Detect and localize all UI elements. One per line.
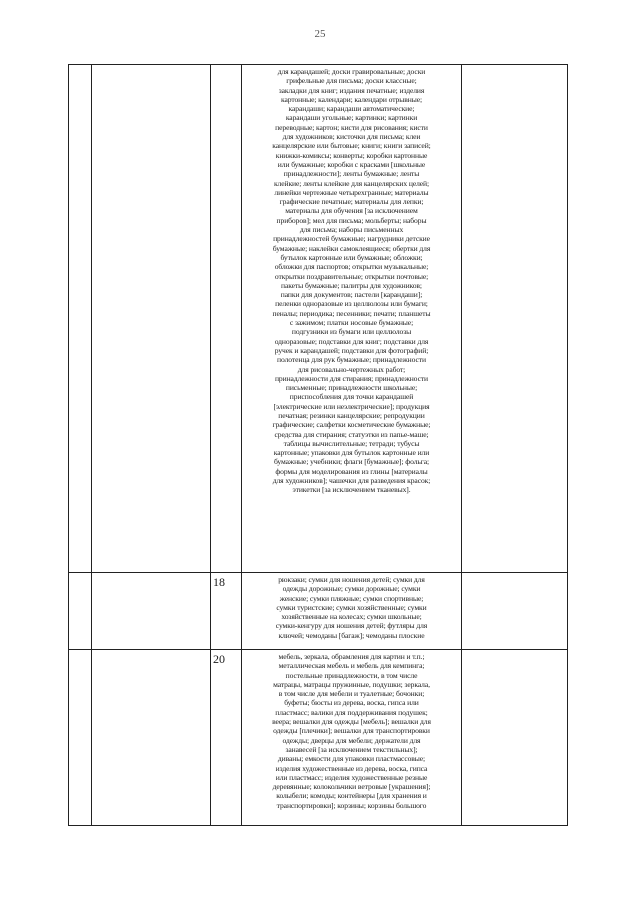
class-number-cell — [211, 65, 242, 573]
notes-cell — [462, 65, 568, 573]
text-line: таблицы вычислительные; тетради; тубусы — [283, 438, 420, 448]
text-line: графические; салфетки косметические бумажные; — [272, 420, 431, 430]
text-line: полотенца для рук бумажные; принадлежности — [277, 355, 426, 365]
text-line: или пластмасс; изделия художественные резные — [275, 772, 428, 782]
text-line: принадлежности для стирания; принадлежности — [274, 373, 429, 383]
text-line: картонные; упаковки для бутылок картонные или — [273, 448, 430, 458]
text-line: для карандашей; доски гравировальные; доски — [277, 67, 426, 76]
table-row — [69, 573, 568, 650]
text-line: одежды [плечики]; вешалки для транспортировки — [273, 726, 430, 736]
text-line: веера; вешалки для одежды [мебель]; вешалки для — [272, 717, 431, 727]
text-line: пластмасс; валики для поддерживания подушек; — [275, 707, 428, 717]
text-line: пеналы; периодика; песенники; печати; планшеты — [272, 308, 431, 318]
text-line: переводные; картон; кисти для рисования; кисти — [275, 122, 428, 132]
text-line: клейкие; ленты клейкие для канцелярских целей; — [273, 178, 430, 188]
text-line: папки для документов; пастели [карандаши]; — [280, 290, 423, 300]
index-cell — [69, 65, 92, 573]
page-number: 25 — [314, 28, 326, 40]
goods-list-cell — [242, 650, 462, 826]
text-line: карандаши угольные; картинки; картинки — [285, 113, 418, 123]
notes-cell — [462, 573, 568, 650]
text-line: бутылок картонные или бумажные; обложки; — [280, 252, 423, 262]
text-line: диваны; емкости для упаковки пластмассовые; — [277, 754, 426, 764]
table-row — [69, 650, 568, 826]
text-line: приборов]; мел для письма; мольберты; наборы — [276, 215, 427, 225]
text-line: транспортировки]; корзины; корзины большого — [276, 800, 427, 810]
text-line: женские; сумки пляжные; сумки спортивные; — [279, 593, 424, 603]
text-line: пакеты бумажные; палитры для художников; — [281, 280, 422, 290]
text-line: грифельные для письма; доски классные; — [286, 76, 417, 86]
text-line: для рисовально-чертежных работ; — [297, 364, 406, 374]
notes-cell — [462, 650, 568, 826]
text-line: формы для моделирования из глины [материалы — [275, 466, 428, 476]
text-line: печатная; резинки канцелярские; репродукции — [278, 410, 425, 420]
text-line: изделия художественные из дерева, воска, гипса — [275, 763, 428, 773]
table-row — [69, 65, 568, 573]
text-line: пеленки одноразовые из целлюлозы или бумаги; — [275, 299, 428, 309]
name-cell — [92, 650, 211, 826]
text-line: матрацы, матрацы пружинные, подушки; зеркала, — [273, 679, 430, 689]
text-line: одежды дорожные; сумки дорожные; сумки — [282, 584, 421, 594]
text-line: или бумажные; коробки с красками [школьные — [277, 159, 426, 169]
class-number-cell: 18 — [211, 573, 242, 650]
text-line: бумажные; наклейки самоклеящиеся; обертки для — [272, 243, 431, 253]
text-line: металлическая мебель и мебель для кемпинга; — [278, 661, 425, 671]
text-line: бумажные; учебники; флаги [бумажные]; фольга; — [273, 457, 430, 467]
text-line: принадлежности]; ленты бумажные; ленты — [283, 169, 420, 179]
text-line: буфеты; бюсты из дерева, воска, гипса или — [284, 698, 419, 708]
text-line: подгузники из бумаги или целлюлозы — [291, 327, 412, 337]
text-line: картонные; календари; календари отрывные; — [281, 94, 422, 104]
text-line: хозяйственные на колесах; сумки школьные; — [281, 612, 422, 622]
text-line: канцелярские или бытовые; книги; книги записей; — [272, 141, 431, 151]
text-line: приспособления для точки карандашей — [289, 392, 414, 402]
text-line: занавесей [за исключением текстильных]; — [285, 744, 418, 754]
text-line: деревянные; колокольчики ветровые [украшения]; — [272, 782, 431, 792]
classification-table — [68, 64, 568, 826]
text-line: ручек и карандашей; подставки для фотографий; — [274, 345, 429, 355]
text-line: одежды; дверцы для мебели; держатели для — [282, 735, 421, 745]
name-cell — [92, 65, 211, 573]
name-cell — [92, 573, 211, 650]
text-line: закладки для книг; издания печатные; изделия — [278, 85, 425, 95]
text-line: материалы для обучения [за исключением — [285, 206, 418, 216]
text-line: средства для стирания; статуэтки из папье-маше; — [274, 429, 429, 439]
text-line: этикетки [за исключением тканевых]. — [292, 485, 411, 495]
text-line: сумки туристские; сумки хозяйственные; сумки — [276, 602, 427, 612]
text-line: с зажимом; платки носовые бумажные; — [289, 318, 414, 328]
text-line: колыбели; комоды; контейнеры [для хранения и — [276, 791, 427, 801]
text-line: письменные; принадлежности школьные; — [285, 383, 418, 393]
text-line: принадлежностей бумажные; нагрудники детские — [273, 234, 430, 244]
goods-list-cell — [242, 65, 462, 573]
text-line: постельные принадлежности, в том числе — [285, 670, 418, 680]
text-line: графические печатные; материалы для лепки; — [279, 197, 424, 207]
text-line: в том числе для мебели и туалетные; бочонки; — [278, 689, 425, 699]
text-line: обложки для паспортов; открытки музыкальные; — [274, 262, 429, 272]
text-line: линейки чертежные четырехгранные; материалы — [274, 187, 429, 197]
goods-list-cell — [242, 573, 462, 650]
text-line: сумки-кенгуру для ношения детей; футляры для — [275, 621, 428, 631]
text-line: для письма; наборы письменных — [299, 225, 404, 235]
text-line: [электрические или неэлектрические]; продукция — [273, 401, 430, 411]
text-line: открытки поздравительные; открытки почтовые; — [274, 271, 429, 281]
text-line: одноразовые; подставки для книг; подставки для — [274, 336, 429, 346]
text-line: для художников]; чашечки для разведения красок; — [272, 476, 431, 486]
text-line: для художников; кисточки для письма; клеи — [282, 132, 421, 142]
index-cell — [69, 650, 92, 826]
index-cell — [69, 573, 92, 650]
text-line: мебель, зеркала, обрамления для картин и т.п.; — [278, 652, 425, 661]
text-line: ключей; чемоданы [багаж]; чемоданы плоские — [278, 630, 425, 640]
text-line: карандаши; карандаши автоматические; — [288, 104, 415, 114]
class-number-cell: 20 — [211, 650, 242, 826]
text-line: книжки-комиксы; конверты; коробки картонные — [275, 150, 428, 160]
text-line: рюкзаки; сумки для ношения детей; сумки для — [278, 575, 425, 584]
